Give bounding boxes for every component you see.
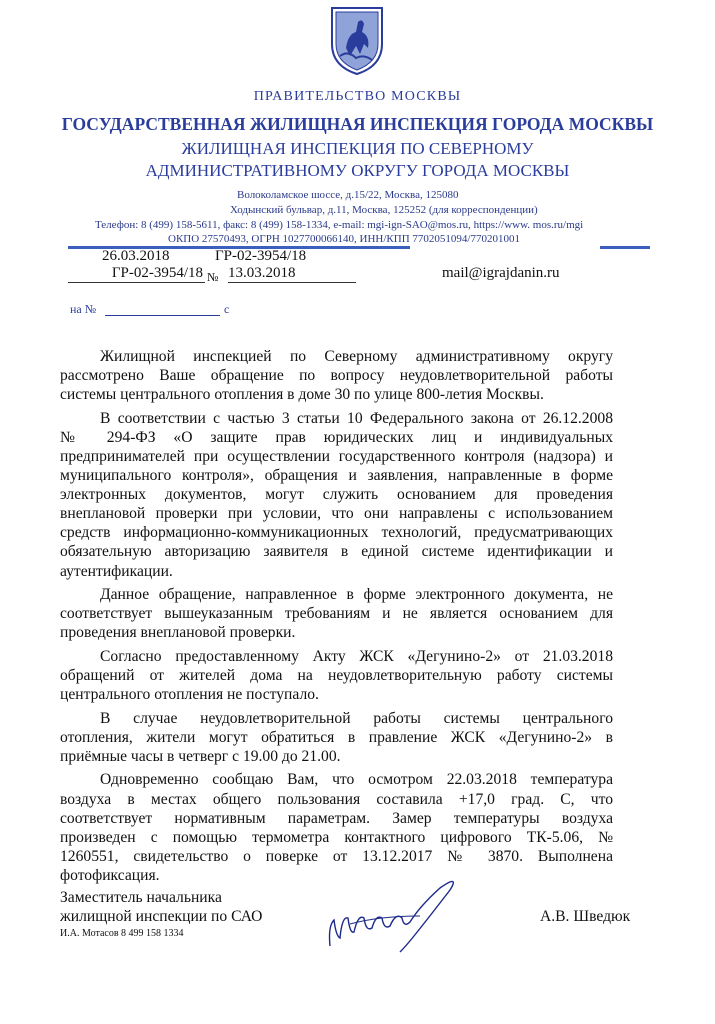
paragraph-line: центрального отопления не поступало. <box>60 686 319 704</box>
paragraph-line: Данное обращение, направленное в форме электронного документа, не <box>100 586 613 604</box>
address-correspondence: Ходынский бульвар, д.11, Москва, 125252 (для корреспонденции) <box>230 204 538 216</box>
division-line-1: ЖИЛИЩНАЯ ИНСПЕКЦИЯ ПО СЕВЕРНОМУ <box>181 139 534 158</box>
paragraph-line: системы центрального отопления в доме 30 по улице 800-летия Москвы. <box>60 386 544 404</box>
paragraph-line: отопления, жители могут обратиться в правление ЖСК «Дегунино-2» в <box>60 728 613 746</box>
moscow-coat-of-arms-icon <box>328 4 386 76</box>
paragraph-line: предпринимателей при осуществлении государственного контроля (надзора) и <box>60 447 613 465</box>
handwritten-signature-icon <box>320 876 470 956</box>
paragraph-line: приёмные часы в четверг с 19.00 до 21.00. <box>60 747 341 765</box>
registration-number: ГР-02-3954/18 <box>215 248 307 264</box>
paragraph-line: внеплановой проверки при условии, что они направлены с использованием <box>60 505 613 523</box>
paragraph-line: В соответствии с частью 3 статьи 10 Федерального закона от 26.12.2008 <box>100 409 613 427</box>
paragraph-line: произведен с помощью термометра контактного цифрового ТК-5.06, № <box>60 828 613 846</box>
paragraph-line: В случае неудовлетворительной работы системы центрального <box>100 709 613 727</box>
paragraph <box>60 585 613 642</box>
address-main: Волоколамское шоссе, д.15/22, Москва, 125080 <box>237 189 459 201</box>
header-divider-right <box>600 246 650 249</box>
organization-title: ГОСУДАРСТВЕННАЯ ЖИЛИЩНАЯ ИНСПЕКЦИЯ ГОРОДА МОСКВЫ <box>61 114 654 134</box>
paragraph-line: обязательную авторизацию заявителя в единой системе идентификации и <box>60 543 613 561</box>
paragraph-line: соответствует нормативным параметрам. Замер температуры воздуха <box>60 809 613 827</box>
paragraph <box>60 347 613 404</box>
contacts: Телефон: 8 (499) 158-5611, факс: 8 (499) 158-1334, e-mail: mgi-ign-SAO@mos.ru, https://www. mos.ru/mgi <box>95 219 584 231</box>
outgoing-number: ГР-02-3954/18 <box>68 265 205 283</box>
recipient-email: mail@igrajdanin.ru <box>442 265 560 281</box>
paragraph <box>60 647 613 704</box>
reply-to-field <box>105 315 220 316</box>
paragraph-line: Жилищной инспекцией по Северному административному округу <box>100 348 613 365</box>
registration-codes: ОКПО 27570493, ОГРН 1027700066140, ИНН/КПП 7702051094/770201001 <box>168 233 520 245</box>
paragraph-line: 1260551, свидетельство о поверке от 13.12.2017 № 3870. Выполнена <box>60 847 613 865</box>
paragraph-line: фотофиксация. <box>60 866 160 884</box>
paragraph <box>60 409 613 581</box>
paragraph-line: аутентификации. <box>60 562 173 580</box>
paragraph-line: средств информационно-коммуникационных технологий, предусматривающих <box>60 524 613 542</box>
signer-position-2: жилищной инспекции по САО <box>60 908 263 925</box>
division-line-2: АДМИНИСТРАТИВНОМУ ОКРУГУ ГОРОДА МОСКВЫ <box>145 161 570 180</box>
signer-position-1: Заместитель начальника <box>60 889 222 906</box>
paragraph-line: Согласно предоставленному Акту ЖСК «Дегунино-2» от 21.03.2018 <box>100 647 613 665</box>
paragraph-line: рассмотрено Ваше обращение по вопросу неудовлетворительной работы <box>60 367 613 385</box>
paragraph-line: муниципального контроля», обращения и заявления, направленные в форме <box>60 467 613 485</box>
paragraph-line: воздуха в местах общего пользования составила +17,0 град. С, что <box>60 790 613 808</box>
reply-to-from: с <box>224 302 230 316</box>
paragraph <box>60 770 613 885</box>
paragraph-line: № 294-ФЗ «О защите прав юридических лиц и индивидуальных <box>60 428 613 446</box>
outgoing-date: 13.03.2018 <box>228 265 356 283</box>
letter-body <box>60 347 613 890</box>
executor-contact: И.А. Мотасов 8 499 158 1334 <box>60 928 184 939</box>
paragraph-line: обращений от жителей дома на неудовлетворительную работу системы <box>60 667 613 684</box>
reply-to-label: на № <box>70 302 97 316</box>
paragraph-line: проведения внеплановой проверки. <box>60 624 296 642</box>
registration-date: 26.03.2018 <box>102 248 170 264</box>
signer-name: А.В. Шведюк <box>540 908 631 925</box>
government-title: ПРАВИТЕЛЬСТВО МОСКВЫ <box>253 89 462 104</box>
paragraph-line: электронных документов, могут служить основанием для проведения <box>60 486 613 504</box>
number-sign: № <box>207 270 219 284</box>
paragraph-line: соответствует вышеуказанным требованиям и не является основанием для <box>60 605 613 623</box>
paragraph-line: Одновременно сообщаю Вам, что осмотром 22.03.2018 температура <box>100 771 613 789</box>
paragraph <box>60 709 613 766</box>
